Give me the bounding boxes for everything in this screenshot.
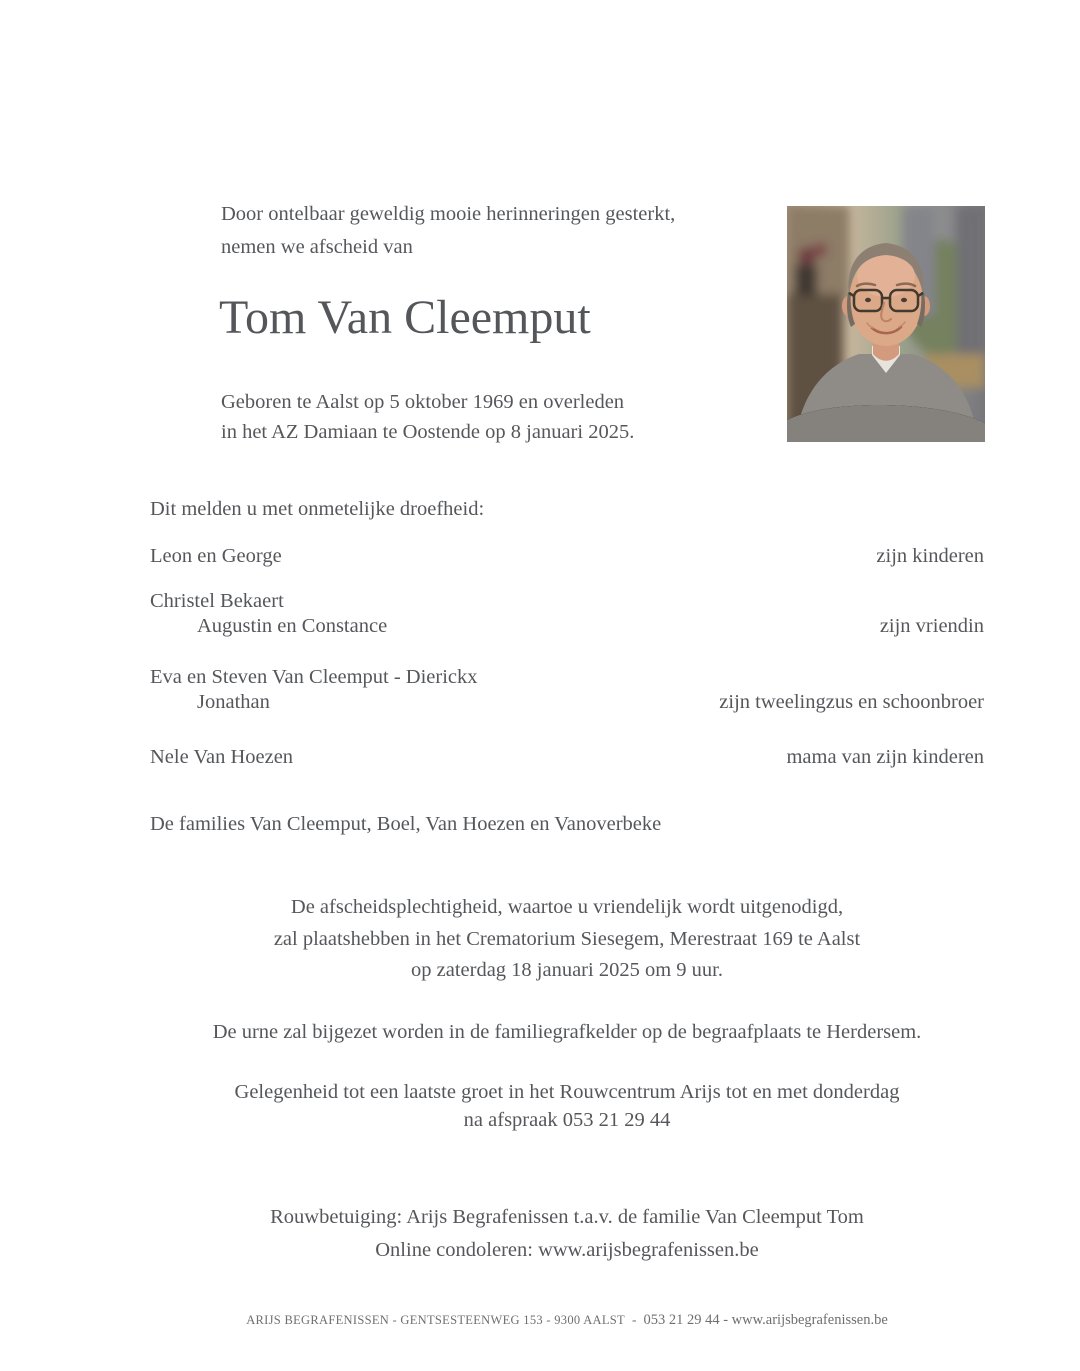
greeting-text <box>150 1078 984 1134</box>
relative-name: Christel Bekaert <box>150 590 284 612</box>
relative-relation: mama van zijn kinderen <box>786 746 984 768</box>
birth-death-text <box>221 387 634 447</box>
relative-name: Leon en George <box>150 545 282 567</box>
condolence-website-link[interactable]: www.arijsbegrafenissen.be <box>538 1239 759 1261</box>
relative-names <box>150 745 293 770</box>
ceremony-text <box>150 892 984 987</box>
relative-row-children <box>150 544 984 569</box>
ceremony-line-3: op zaterdag 18 januari 2025 om 9 uur. <box>411 959 723 981</box>
relative-row-twin-sister <box>150 665 984 715</box>
condolences-line-1: Rouwbetuiging: Arijs Begrafenissen t.a.v. de familie Van Cleemput Tom <box>270 1206 864 1228</box>
relative-name: Eva en Steven Van Cleemput - Dierickx <box>150 666 478 688</box>
deceased-name: Tom Van Cleemput <box>219 291 591 344</box>
portrait-photo-illustration <box>787 206 985 442</box>
footer-address: ARIJS BEGRAFENISSEN - GENTSESTEENWEG 153 - 9300 AALST <box>246 1313 625 1327</box>
ceremony-line-1: De afscheidsplechtigheid, waartoe u vriendelijk wordt uitgenodigd, <box>290 896 844 918</box>
announcement-lead: Dit melden u met onmetelijke droefheid: <box>150 498 485 520</box>
relative-names <box>150 665 478 715</box>
relative-relation: zijn kinderen <box>876 545 984 567</box>
intro-text <box>221 198 675 264</box>
urn-text: De urne zal bijgezet worden in de familiegrafkelder op de begraafplaats te Herdersem. <box>212 1021 922 1043</box>
birth-death-line-1: Geboren te Aalst op 5 oktober 1969 en overleden <box>221 391 625 413</box>
footer <box>150 1311 984 1329</box>
intro-line-1: Door ontelbaar geweldig mooie herinneringen gesterkt, <box>221 203 676 225</box>
relative-name-indented: Jonathan <box>197 691 270 713</box>
relative-relation: zijn tweelingzus en schoonbroer <box>719 691 984 713</box>
relative-row-mother-of-children <box>150 745 984 770</box>
relative-name-indented: Augustin en Constance <box>197 615 388 637</box>
footer-phone-website: 053 21 29 44 - www.arijsbegrafenissen.be <box>643 1312 888 1328</box>
condolences-text <box>150 1201 984 1267</box>
footer-separator: - <box>631 1312 637 1327</box>
portrait-photo <box>787 206 985 442</box>
relative-row-girlfriend <box>150 589 984 639</box>
relative-relation: zijn vriendin <box>879 615 984 637</box>
relative-names <box>150 589 387 639</box>
relative-names <box>150 544 282 569</box>
greeting-line-2: na afspraak 053 21 29 44 <box>463 1109 671 1131</box>
greeting-line-1: Gelegenheid tot een laatste groet in het Rouwcentrum Arijs tot en met donderdag <box>234 1081 900 1103</box>
birth-death-line-2: in het AZ Damiaan te Oostende op 8 januari 2025. <box>221 421 635 443</box>
relative-name: Nele Van Hoezen <box>150 746 294 768</box>
online-condolence-label: Online condoleren: <box>375 1239 539 1261</box>
ceremony-line-2: zal plaatshebben in het Crematorium Siesegem, Merestraat 169 te Aalst <box>273 927 861 950</box>
condolences-line-2 <box>150 1234 984 1267</box>
families-line: De families Van Cleemput, Boel, Van Hoezen en Vanoverbeke <box>150 813 662 835</box>
intro-line-2: nemen we afscheid van <box>221 236 413 258</box>
